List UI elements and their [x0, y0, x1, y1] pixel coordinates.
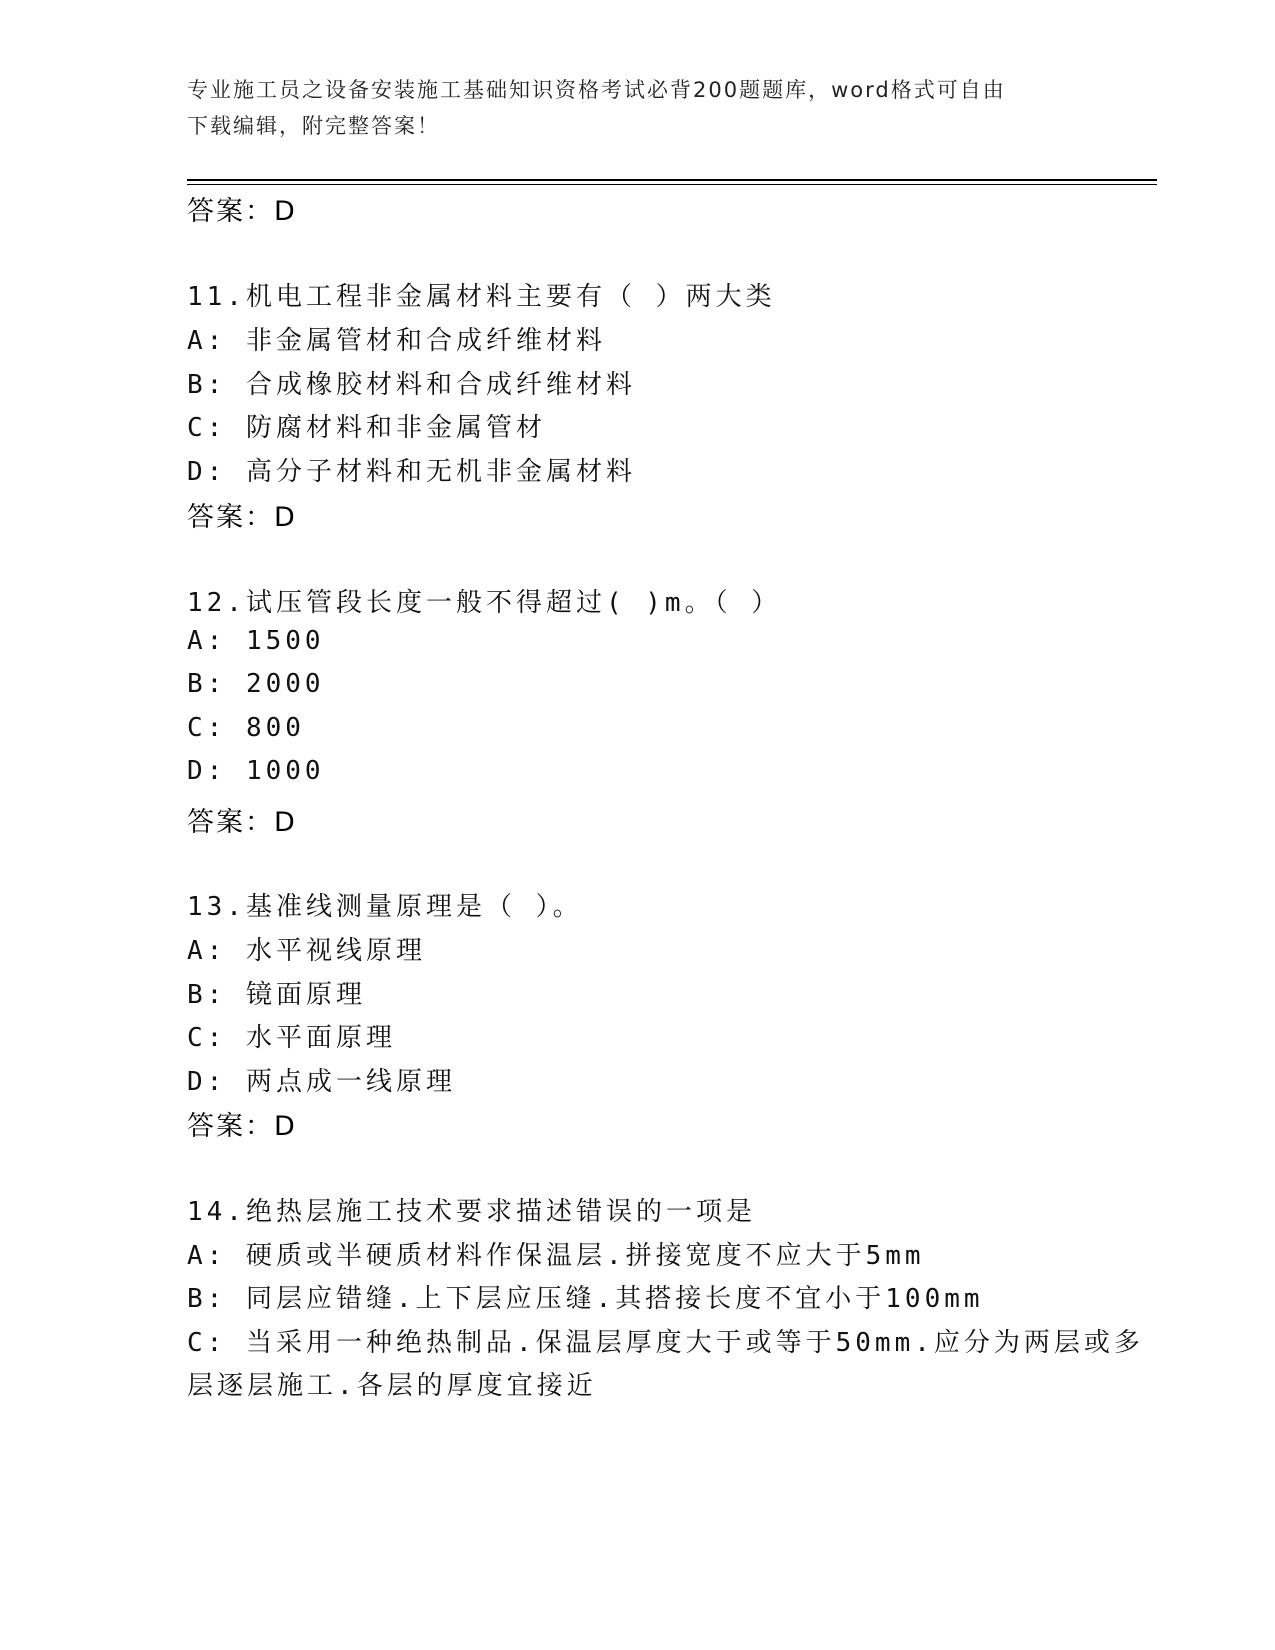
header-divider-thick [187, 179, 1157, 181]
question-11-option-c: C: 防腐材料和非金属管材 [187, 413, 546, 443]
question-11-option-d: D: 高分子材料和无机非金属材料 [187, 457, 636, 487]
question-13-option-c: C: 水平面原理 [187, 1023, 396, 1053]
question-12-option-c: C: 800 [187, 713, 305, 743]
question-13-option-a: A: 水平视线原理 [187, 936, 426, 966]
question-13-option-b: B: 镜面原理 [187, 980, 366, 1010]
header-divider-thin [187, 184, 1157, 185]
question-13-text: 13.基准线测量原理是（ ）。 [187, 892, 583, 922]
header-title-line-1: 专业施工员之设备安装施工基础知识资格考试必背200题题库，word格式可自由 [187, 78, 1006, 102]
question-12-answer: 答案：D [187, 807, 297, 838]
question-11-text: 11.机电工程非金属材料主要有（ ）两大类 [187, 282, 776, 312]
header-title-line-2: 下载编辑，附完整答案！ [187, 114, 440, 138]
question-11-option-b: B: 合成橡胶材料和合成纤维材料 [187, 370, 636, 400]
question-13-option-d: D: 两点成一线原理 [187, 1067, 456, 1097]
question-11-option-a: A: 非金属管材和合成纤维材料 [187, 326, 606, 356]
question-14-option-b: B: 同层应错缝.上下层应压缝.其搭接长度不宜小于100mm [187, 1284, 984, 1314]
question-14-option-c: C: 当采用一种绝热制品.保温层厚度大于或等于50mm.应分为两层或多 [187, 1328, 1144, 1358]
question-12-option-a: A: 1500 [187, 626, 325, 656]
previous-answer: 答案：D [187, 196, 297, 227]
question-12-option-d: D: 1000 [187, 756, 325, 786]
question-12-option-b: B: 2000 [187, 669, 325, 699]
question-14-option-c-continued: 层逐层施工.各层的厚度宜接近 [187, 1371, 597, 1401]
question-14-option-a: A: 硬质或半硬质材料作保温层.拼接宽度不应大于5mm [187, 1241, 925, 1271]
question-13-answer: 答案：D [187, 1111, 297, 1142]
question-12-text: 12.试压管段长度一般不得超过( )m。（ ） [187, 588, 782, 618]
question-14-text: 14.绝热层施工技术要求描述错误的一项是 [187, 1197, 756, 1227]
document-header [187, 72, 1087, 144]
question-11-answer: 答案：D [187, 502, 297, 533]
